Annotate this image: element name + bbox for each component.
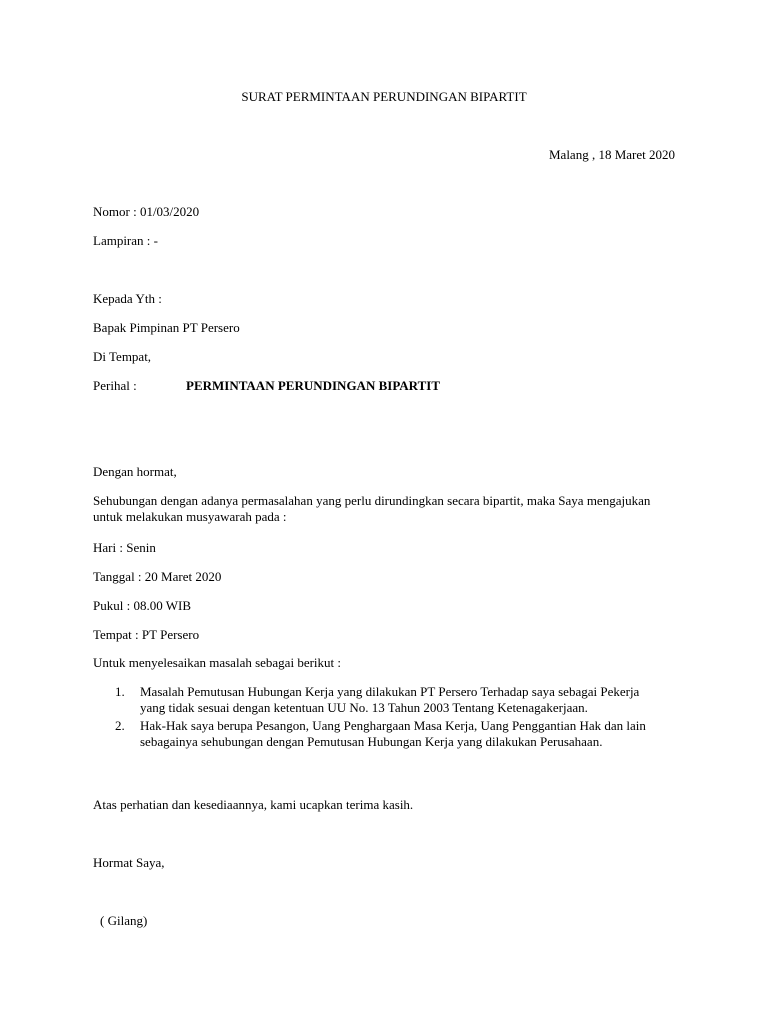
regards-line: Hormat Saya, [93, 855, 165, 870]
greeting: Dengan hormat, [93, 464, 177, 479]
recipient-place: Di Tempat, [93, 349, 152, 364]
meeting-time: Pukul : 08.00 WIB [93, 598, 191, 613]
intro-paragraph: Sehubungan dengan adanya permasalahan yang perlu dirundingkan secara bipartit, maka Saya mengajukan untuk melakukan musyawarah pada : [93, 493, 651, 524]
list-item-text: Masalah Pemutusan Hubungan Kerja yang dilakukan PT Persero Terhadap saya sebagai Pekerja yang tidak sesuai dengan ketentuan UU No. 13 Tahun 2003 Tentang Ketenagakerjaan. [140, 684, 640, 715]
recipient-name: Bapak Pimpinan PT Persero [93, 320, 240, 335]
subject-label: Perihal : [93, 378, 137, 393]
list-item-text: Hak-Hak saya berupa Pesangon, Uang Penghargaan Masa Kerja, Uang Penggantian Hak dan lain sebagainya sehubungan dengan Pemutusan Hubungan Kerja yang dilakukan Perusahaan. [140, 718, 646, 749]
list-item [93, 684, 663, 716]
list-item [93, 718, 663, 750]
list-item-number: 2. [115, 718, 125, 733]
letter-number: Nomor : 01/03/2020 [93, 204, 200, 219]
purpose-line: Untuk menyelesaikan masalah sebagai berikut : [93, 655, 342, 670]
addressee-label: Kepada Yth : [93, 291, 162, 306]
list-item-number: 1. [115, 684, 125, 699]
attachment-line: Lampiran : - [93, 233, 158, 248]
letter-title: SURAT PERMINTAAN PERUNDINGAN BIPARTIT [241, 89, 527, 104]
meeting-day: Hari : Senin [93, 540, 156, 555]
meeting-date: Tanggal : 20 Maret 2020 [93, 569, 222, 584]
letter-date: Malang , 18 Maret 2020 [548, 147, 675, 162]
issues-list [93, 684, 663, 752]
signer-name: ( Gilang) [100, 913, 148, 928]
meeting-location: Tempat : PT Persero [93, 627, 200, 642]
closing-line: Atas perhatian dan kesediaannya, kami ucapkan terima kasih. [93, 797, 414, 812]
subject-value: PERMINTAAN PERUNDINGAN BIPARTIT [186, 378, 441, 393]
